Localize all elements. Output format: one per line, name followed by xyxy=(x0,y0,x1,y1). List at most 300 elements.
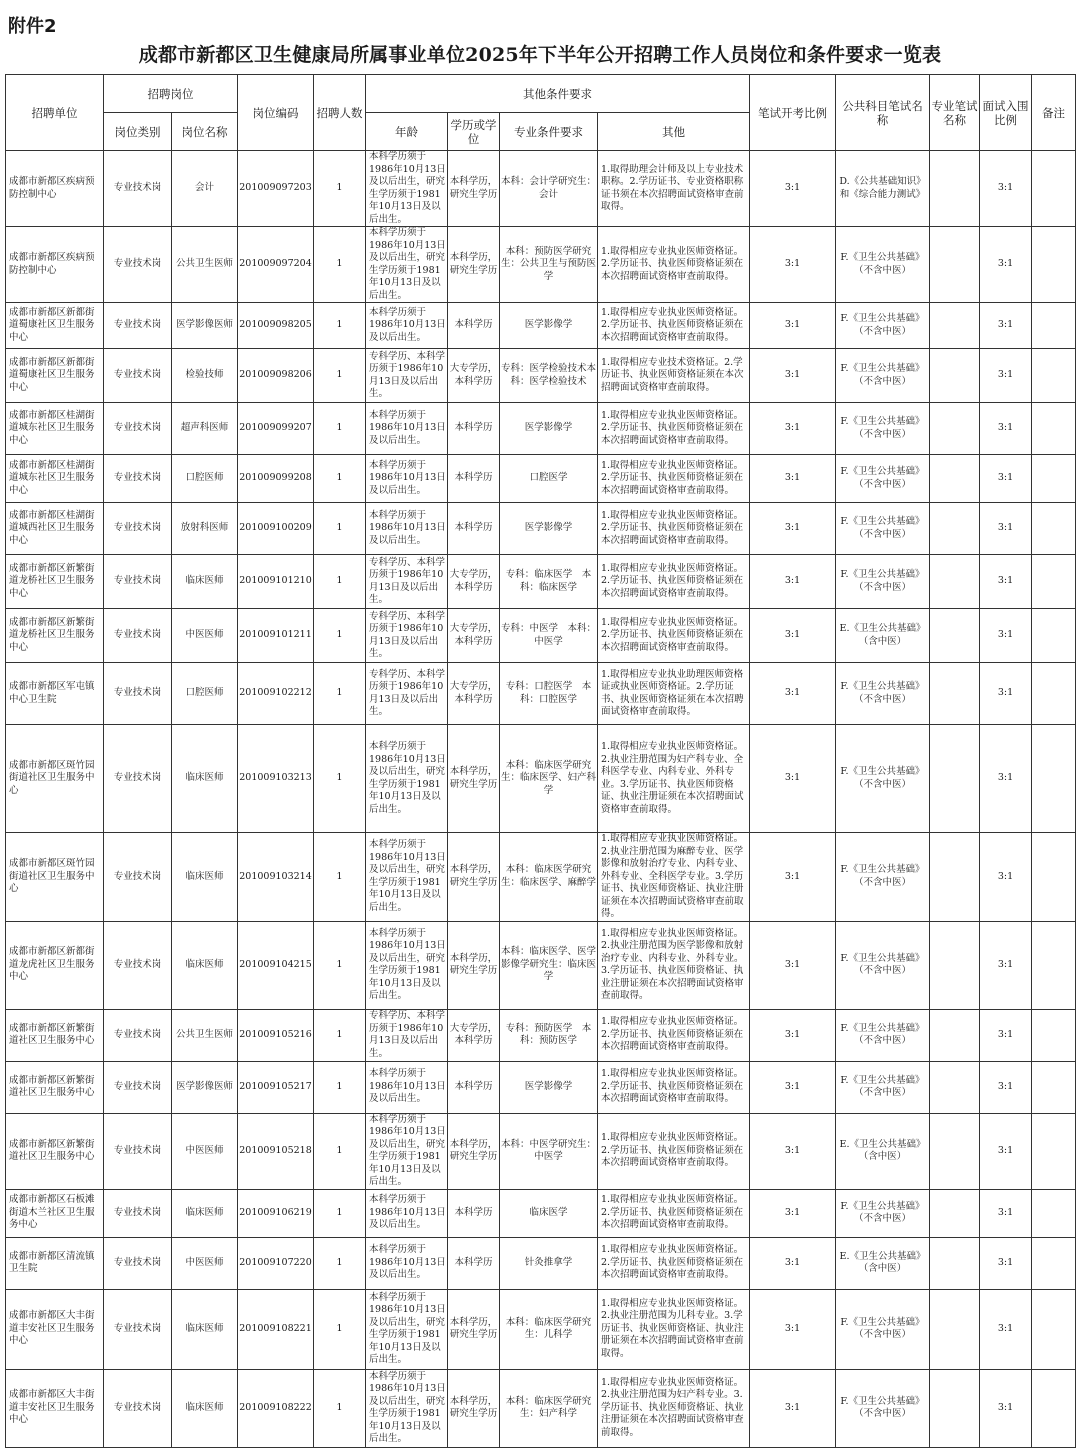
ratio-cell: 3:1 xyxy=(750,503,836,555)
unit-cell: 成都市新都区桂湖街道城东社区卫生服务中心 xyxy=(6,403,104,455)
category-cell: 专业技术岗 xyxy=(104,555,172,609)
table-row xyxy=(6,833,1076,922)
table-row xyxy=(6,921,1076,1009)
major-cell: 本科：临床医学、医学影像学研究生：临床医学 xyxy=(500,921,598,1009)
header-other-group: 其他条件要求 xyxy=(366,75,750,113)
interview-ratio-cell: 3:1 xyxy=(980,1113,1032,1189)
count-cell: 1 xyxy=(314,151,366,227)
count-cell: 1 xyxy=(314,1189,366,1237)
post-name-cell: 口腔医师 xyxy=(172,455,238,503)
interview-ratio-cell: 3:1 xyxy=(980,1061,1032,1113)
degree-cell: 大专学历，本科学历 xyxy=(448,663,500,725)
remark-cell xyxy=(1032,833,1076,922)
count-cell: 1 xyxy=(314,503,366,555)
major-exam-cell xyxy=(930,455,980,503)
ratio-cell: 3:1 xyxy=(750,1009,836,1061)
category-cell: 专业技术岗 xyxy=(104,1289,172,1369)
table-row xyxy=(6,349,1076,403)
recruitment-table xyxy=(5,74,1076,1448)
attachment-label: 附件2 xyxy=(8,16,57,37)
exam-cell: E.《卫生公共基础》（含中医） xyxy=(836,1237,930,1289)
table-row xyxy=(6,303,1076,349)
major-exam-cell xyxy=(930,1009,980,1061)
remark-cell xyxy=(1032,1237,1076,1289)
unit-cell: 成都市新都区石板滩街道木兰社区卫生服务中心 xyxy=(6,1189,104,1237)
major-cell: 本科：临床医学研究生：妇产科学 xyxy=(500,1369,598,1447)
other-cell: 1.取得相应专业执业医师资格证。2.学历证书、执业医师资格证须在本次招聘面试资格审查前取得。 xyxy=(598,1237,750,1289)
post-name-cell: 检验技师 xyxy=(172,349,238,403)
major-exam-cell xyxy=(930,1237,980,1289)
count-cell: 1 xyxy=(314,349,366,403)
post-code-cell: 201009108222 xyxy=(238,1369,314,1447)
header-unit: 招聘单位 xyxy=(6,75,104,151)
table-row xyxy=(6,403,1076,455)
ratio-cell: 3:1 xyxy=(750,1061,836,1113)
table-row xyxy=(6,455,1076,503)
other-cell: 1.取得相应专业执业医师资格证。2.执业注册范围为麻醉专业、医学影像和放射治疗专业、内科专业、外科专业、全科医学专业。3.学历证书、执业医师资格证、执业注册证须在本次招聘面试资格审查前取得。 xyxy=(598,833,750,922)
age-cell: 本科学历须于1986年10月13日及以后出生，研究生学历须于1981年10月13日及以后出生。 xyxy=(366,1289,448,1369)
ratio-cell: 3:1 xyxy=(750,1113,836,1189)
age-cell: 本科学历须于1986年10月13日及以后出生，研究生学历须于1981年10月13日及以后出生。 xyxy=(366,921,448,1009)
interview-ratio-cell: 3:1 xyxy=(980,609,1032,663)
post-name-cell: 临床医师 xyxy=(172,1189,238,1237)
major-exam-cell xyxy=(930,663,980,725)
interview-ratio-cell: 3:1 xyxy=(980,1289,1032,1369)
age-cell: 本科学历须于1986年10月13日及以后出生，研究生学历须于1981年10月13日及以后出生。 xyxy=(366,227,448,303)
interview-ratio-cell: 3:1 xyxy=(980,725,1032,833)
post-name-cell: 会计 xyxy=(172,151,238,227)
interview-ratio-cell: 3:1 xyxy=(980,1369,1032,1447)
unit-cell: 成都市新都区清流镇卫生院 xyxy=(6,1237,104,1289)
header-count: 招聘人数 xyxy=(314,75,366,151)
degree-cell: 本科学历 xyxy=(448,303,500,349)
other-cell: 1.取得相应专业执业医师资格证。2.学历证书、执业医师资格证须在本次招聘面试资格审查前取得。 xyxy=(598,609,750,663)
degree-cell: 本科学历 xyxy=(448,1237,500,1289)
remark-cell xyxy=(1032,503,1076,555)
major-exam-cell xyxy=(930,403,980,455)
major-cell: 本科：中医学研究生：中医学 xyxy=(500,1113,598,1189)
table-row xyxy=(6,1369,1076,1447)
age-cell: 本科学历须于1986年10月13日及以后出生，研究生学历须于1981年10月13日及以后出生。 xyxy=(366,151,448,227)
count-cell: 1 xyxy=(314,1369,366,1447)
degree-cell: 本科学历 xyxy=(448,1061,500,1113)
exam-cell: F.《卫生公共基础》（不含中医） xyxy=(836,921,930,1009)
exam-cell: D.《公共基础知识》和《综合能力测试》 xyxy=(836,151,930,227)
post-code-cell: 201009107220 xyxy=(238,1237,314,1289)
age-cell: 本科学历须于1986年10月13日及以后出生。 xyxy=(366,303,448,349)
table-row xyxy=(6,503,1076,555)
ratio-cell: 3:1 xyxy=(750,921,836,1009)
post-name-cell: 中医医师 xyxy=(172,1113,238,1189)
unit-cell: 成都市新都区军屯镇中心卫生院 xyxy=(6,663,104,725)
major-cell: 专科：临床医学 本科：临床医学 xyxy=(500,555,598,609)
post-code-cell: 201009098205 xyxy=(238,303,314,349)
ratio-cell: 3:1 xyxy=(750,1369,836,1447)
major-cell: 专科：口腔医学 本科：口腔医学 xyxy=(500,663,598,725)
remark-cell xyxy=(1032,455,1076,503)
interview-ratio-cell: 3:1 xyxy=(980,303,1032,349)
header-age: 年龄 xyxy=(366,113,448,151)
ratio-cell: 3:1 xyxy=(750,725,836,833)
exam-cell: E.《卫生公共基础》（含中医） xyxy=(836,609,930,663)
age-cell: 本科学历须于1986年10月13日及以后出生。 xyxy=(366,1061,448,1113)
remark-cell xyxy=(1032,403,1076,455)
post-name-cell: 临床医师 xyxy=(172,921,238,1009)
unit-cell: 成都市新都区桂湖街道城东社区卫生服务中心 xyxy=(6,455,104,503)
document-title: 成都市新都区卫生健康局所属事业单位2025年下半年公开招聘工作人员岗位和条件要求一览表 xyxy=(138,44,942,66)
major-cell: 专科：预防医学 本科：预防医学 xyxy=(500,1009,598,1061)
major-exam-cell xyxy=(930,1289,980,1369)
category-cell: 专业技术岗 xyxy=(104,833,172,922)
degree-cell: 本科学历 xyxy=(448,403,500,455)
post-name-cell: 临床医师 xyxy=(172,555,238,609)
ratio-cell: 3:1 xyxy=(750,1189,836,1237)
ratio-cell: 3:1 xyxy=(750,303,836,349)
count-cell: 1 xyxy=(314,1289,366,1369)
table-row xyxy=(6,1061,1076,1113)
age-cell: 本科学历须于1986年10月13日及以后出生，研究生学历须于1981年10月13日及以后出生。 xyxy=(366,1113,448,1189)
other-cell: 1.取得相应专业执业医师资格证。2.学历证书、执业医师资格证须在本次招聘面试资格审查前取得。 xyxy=(598,403,750,455)
category-cell: 专业技术岗 xyxy=(104,1237,172,1289)
count-cell: 1 xyxy=(314,403,366,455)
major-cell: 本科：临床医学研究生：儿科学 xyxy=(500,1289,598,1369)
other-cell: 1.取得相应专业执业医师资格证。2.执业注册范围为妇产科专业、全科医学专业、内科专业、外科专业。3.学历证书、执业医师资格证、执业注册证须在本次招聘面试资格审查前取得。 xyxy=(598,725,750,833)
post-code-cell: 201009103213 xyxy=(238,725,314,833)
major-exam-cell xyxy=(930,303,980,349)
major-exam-cell xyxy=(930,921,980,1009)
interview-ratio-cell: 3:1 xyxy=(980,921,1032,1009)
major-exam-cell xyxy=(930,349,980,403)
degree-cell: 大专学历，本科学历 xyxy=(448,349,500,403)
post-code-cell: 201009100209 xyxy=(238,503,314,555)
ratio-cell: 3:1 xyxy=(750,1289,836,1369)
header-interview-ratio: 面试入围比例 xyxy=(980,75,1032,151)
unit-cell: 成都市新都区桂湖街道城西社区卫生服务中心 xyxy=(6,503,104,555)
count-cell: 1 xyxy=(314,921,366,1009)
table-row xyxy=(6,663,1076,725)
remark-cell xyxy=(1032,1289,1076,1369)
other-cell: 1.取得相应专业执业助理医师资格证或执业医师资格证。2.学历证书、执业医师资格证须在本次招聘面试资格审查前取得。 xyxy=(598,663,750,725)
other-cell: 1.取得相应专业执业医师资格证。2.执业注册范围为医学影像和放射治疗专业、内科专业、外科专业。3.学历证书、执业医师资格证、执业注册证须在本次招聘面试资格审查前取得。 xyxy=(598,921,750,1009)
post-name-cell: 中医医师 xyxy=(172,609,238,663)
post-code-cell: 201009108221 xyxy=(238,1289,314,1369)
count-cell: 1 xyxy=(314,303,366,349)
unit-cell: 成都市新都区新繁街道社区卫生服务中心 xyxy=(6,1061,104,1113)
major-exam-cell xyxy=(930,833,980,922)
major-exam-cell xyxy=(930,1189,980,1237)
post-name-cell: 中医医师 xyxy=(172,1237,238,1289)
unit-cell: 成都市新都区新繁街道社区卫生服务中心 xyxy=(6,1009,104,1061)
header-major: 专业条件要求 xyxy=(500,113,598,151)
age-cell: 专科学历、本科学历须于1986年10月13日及以后出生。 xyxy=(366,349,448,403)
major-cell: 医学影像学 xyxy=(500,303,598,349)
other-cell: 1.取得相应专业执业医师资格证。2.学历证书、执业医师资格证须在本次招聘面试资格审查前取得。 xyxy=(598,227,750,303)
post-name-cell: 临床医师 xyxy=(172,1369,238,1447)
remark-cell xyxy=(1032,1009,1076,1061)
header-exam: 公共科目笔试名称 xyxy=(836,75,930,151)
count-cell: 1 xyxy=(314,1061,366,1113)
remark-cell xyxy=(1032,921,1076,1009)
remark-cell xyxy=(1032,151,1076,227)
degree-cell: 本科学历，研究生学历 xyxy=(448,1289,500,1369)
degree-cell: 本科学历，研究生学历 xyxy=(448,227,500,303)
major-exam-cell xyxy=(930,555,980,609)
remark-cell xyxy=(1032,1061,1076,1113)
age-cell: 专科学历、本科学历须于1986年10月13日及以后出生。 xyxy=(366,555,448,609)
remark-cell xyxy=(1032,1113,1076,1189)
category-cell: 专业技术岗 xyxy=(104,403,172,455)
table-row xyxy=(6,609,1076,663)
category-cell: 专业技术岗 xyxy=(104,609,172,663)
interview-ratio-cell: 3:1 xyxy=(980,151,1032,227)
degree-cell: 本科学历 xyxy=(448,503,500,555)
exam-cell: F.《卫生公共基础》（不含中医） xyxy=(836,303,930,349)
major-cell: 针灸推拿学 xyxy=(500,1237,598,1289)
exam-cell: F.《卫生公共基础》（不含中医） xyxy=(836,1289,930,1369)
unit-cell: 成都市新都区新都街道龙虎社区卫生服务中心 xyxy=(6,921,104,1009)
other-cell: 1.取得相应专业执业医师资格证。2.执业注册范围为儿科专业。3.学历证书、执业医师资格证、执业注册证须在本次招聘面试资格审查前取得。 xyxy=(598,1289,750,1369)
age-cell: 专科学历、本科学历须于1986年10月13日及以后出生。 xyxy=(366,609,448,663)
major-cell: 医学影像学 xyxy=(500,403,598,455)
degree-cell: 本科学历 xyxy=(448,455,500,503)
category-cell: 专业技术岗 xyxy=(104,725,172,833)
exam-cell: F.《卫生公共基础》（不含中医） xyxy=(836,1009,930,1061)
count-cell: 1 xyxy=(314,455,366,503)
header-remark: 备注 xyxy=(1032,75,1076,151)
post-name-cell: 超声科医师 xyxy=(172,403,238,455)
major-cell: 本科：会计学研究生：会计 xyxy=(500,151,598,227)
age-cell: 本科学历须于1986年10月13日及以后出生。 xyxy=(366,1189,448,1237)
ratio-cell: 3:1 xyxy=(750,1237,836,1289)
post-code-cell: 201009097204 xyxy=(238,227,314,303)
post-name-cell: 放射科医师 xyxy=(172,503,238,555)
major-exam-cell xyxy=(930,151,980,227)
category-cell: 专业技术岗 xyxy=(104,303,172,349)
degree-cell: 本科学历，研究生学历 xyxy=(448,833,500,922)
other-cell: 1.取得相应专业执业医师资格证。2.学历证书、执业医师资格证须在本次招聘面试资格审查前取得。 xyxy=(598,555,750,609)
remark-cell xyxy=(1032,227,1076,303)
degree-cell: 本科学历，研究生学历 xyxy=(448,725,500,833)
count-cell: 1 xyxy=(314,663,366,725)
unit-cell: 成都市新都区新都街道蜀康社区卫生服务中心 xyxy=(6,303,104,349)
degree-cell: 大专学历，本科学历 xyxy=(448,555,500,609)
exam-cell: F.《卫生公共基础》（不含中医） xyxy=(836,833,930,922)
count-cell: 1 xyxy=(314,833,366,922)
post-name-cell: 口腔医师 xyxy=(172,663,238,725)
other-cell: 1.取得相应专业执业医师资格证。2.学历证书、执业医师资格证须在本次招聘面试资格审查前取得。 xyxy=(598,1113,750,1189)
other-cell: 1.取得相应专业执业医师资格证。2.学历证书、执业医师资格证须在本次招聘面试资格审查前取得。 xyxy=(598,455,750,503)
post-code-cell: 201009105216 xyxy=(238,1009,314,1061)
post-code-cell: 201009105218 xyxy=(238,1113,314,1189)
other-cell: 1.取得相应专业执业医师资格证。2.学历证书、执业医师资格证须在本次招聘面试资格审查前取得。 xyxy=(598,1189,750,1237)
category-cell: 专业技术岗 xyxy=(104,349,172,403)
category-cell: 专业技术岗 xyxy=(104,1369,172,1447)
exam-cell: E.《卫生公共基础》（含中医） xyxy=(836,1113,930,1189)
age-cell: 本科学历须于1986年10月13日及以后出生。 xyxy=(366,455,448,503)
major-cell: 本科：预防医学研究生：公共卫生与预防医学 xyxy=(500,227,598,303)
remark-cell xyxy=(1032,609,1076,663)
age-cell: 本科学历须于1986年10月13日及以后出生，研究生学历须于1981年10月13日及以后出生。 xyxy=(366,833,448,922)
degree-cell: 本科学历，研究生学历 xyxy=(448,151,500,227)
ratio-cell: 3:1 xyxy=(750,663,836,725)
exam-cell: F.《卫生公共基础》（不含中医） xyxy=(836,663,930,725)
exam-cell: F.《卫生公共基础》（不含中医） xyxy=(836,227,930,303)
exam-cell: F.《卫生公共基础》（不含中医） xyxy=(836,349,930,403)
post-name-cell: 临床医师 xyxy=(172,833,238,922)
remark-cell xyxy=(1032,725,1076,833)
other-cell: 1.取得相应专业技术资格证。2.学历证书、执业医师资格证须在本次招聘面试资格审查前取得。 xyxy=(598,349,750,403)
category-cell: 专业技术岗 xyxy=(104,1189,172,1237)
count-cell: 1 xyxy=(314,1009,366,1061)
major-exam-cell xyxy=(930,1369,980,1447)
header-other: 其他 xyxy=(598,113,750,151)
table-row xyxy=(6,1113,1076,1189)
degree-cell: 本科学历，研究生学历 xyxy=(448,1113,500,1189)
unit-cell: 成都市新都区新繁街道龙桥社区卫生服务中心 xyxy=(6,555,104,609)
remark-cell xyxy=(1032,555,1076,609)
remark-cell xyxy=(1032,663,1076,725)
count-cell: 1 xyxy=(314,1113,366,1189)
category-cell: 专业技术岗 xyxy=(104,1113,172,1189)
interview-ratio-cell: 3:1 xyxy=(980,555,1032,609)
count-cell: 1 xyxy=(314,725,366,833)
interview-ratio-cell: 3:1 xyxy=(980,1009,1032,1061)
exam-cell: F.《卫生公共基础》（不含中医） xyxy=(836,455,930,503)
exam-cell: F.《卫生公共基础》（不含中医） xyxy=(836,1061,930,1113)
post-name-cell: 临床医师 xyxy=(172,725,238,833)
major-cell: 口腔医学 xyxy=(500,455,598,503)
ratio-cell: 3:1 xyxy=(750,403,836,455)
post-code-cell: 201009106219 xyxy=(238,1189,314,1237)
interview-ratio-cell: 3:1 xyxy=(980,503,1032,555)
other-cell: 1.取得相应专业执业医师资格证。2.学历证书、执业医师资格证须在本次招聘面试资格审查前取得。 xyxy=(598,503,750,555)
post-code-cell: 201009101210 xyxy=(238,555,314,609)
degree-cell: 大专学历，本科学历 xyxy=(448,1009,500,1061)
table-body xyxy=(6,151,1076,1448)
degree-cell: 大专学历，本科学历 xyxy=(448,609,500,663)
header-post-group: 招聘岗位 xyxy=(104,75,238,113)
post-code-cell: 201009099208 xyxy=(238,455,314,503)
major-exam-cell xyxy=(930,227,980,303)
table-row xyxy=(6,1009,1076,1061)
count-cell: 1 xyxy=(314,227,366,303)
post-code-cell: 201009105217 xyxy=(238,1061,314,1113)
interview-ratio-cell: 3:1 xyxy=(980,833,1032,922)
interview-ratio-cell: 3:1 xyxy=(980,227,1032,303)
age-cell: 专科学历、本科学历须于1986年10月13日及以后出生。 xyxy=(366,663,448,725)
post-name-cell: 公共卫生医师 xyxy=(172,1009,238,1061)
major-cell: 医学影像学 xyxy=(500,503,598,555)
other-cell: 1.取得相应专业执业医师资格证。2.学历证书、执业医师资格证须在本次招聘面试资格审查前取得。 xyxy=(598,1061,750,1113)
count-cell: 1 xyxy=(314,555,366,609)
interview-ratio-cell: 3:1 xyxy=(980,403,1032,455)
ratio-cell: 3:1 xyxy=(750,349,836,403)
category-cell: 专业技术岗 xyxy=(104,921,172,1009)
table-row xyxy=(6,151,1076,227)
post-code-cell: 201009101211 xyxy=(238,609,314,663)
post-name-cell: 医学影像医师 xyxy=(172,1061,238,1113)
remark-cell xyxy=(1032,1369,1076,1447)
category-cell: 专业技术岗 xyxy=(104,455,172,503)
count-cell: 1 xyxy=(314,1237,366,1289)
table-row xyxy=(6,725,1076,833)
category-cell: 专业技术岗 xyxy=(104,1061,172,1113)
unit-cell: 成都市新都区疾病预防控制中心 xyxy=(6,227,104,303)
post-code-cell: 201009104215 xyxy=(238,921,314,1009)
age-cell: 本科学历须于1986年10月13日及以后出生，研究生学历须于1981年10月13日及以后出生。 xyxy=(366,1369,448,1447)
unit-cell: 成都市新都区疾病预防控制中心 xyxy=(6,151,104,227)
major-exam-cell xyxy=(930,725,980,833)
post-code-cell: 201009102212 xyxy=(238,663,314,725)
major-cell: 本科：临床医学研究生：临床医学、妇产科学 xyxy=(500,725,598,833)
header-degree: 学历或学位 xyxy=(448,113,500,151)
age-cell: 本科学历须于1986年10月13日及以后出生。 xyxy=(366,503,448,555)
age-cell: 本科学历须于1986年10月13日及以后出生。 xyxy=(366,403,448,455)
exam-cell: F.《卫生公共基础》（不含中医） xyxy=(836,555,930,609)
remark-cell xyxy=(1032,1189,1076,1237)
exam-cell: F.《卫生公共基础》（不含中医） xyxy=(836,503,930,555)
count-cell: 1 xyxy=(314,609,366,663)
ratio-cell: 3:1 xyxy=(750,455,836,503)
category-cell: 专业技术岗 xyxy=(104,663,172,725)
header-post-category: 岗位类别 xyxy=(104,113,172,151)
interview-ratio-cell: 3:1 xyxy=(980,663,1032,725)
post-code-cell: 201009103214 xyxy=(238,833,314,922)
major-exam-cell xyxy=(930,1061,980,1113)
other-cell: 1.取得相应专业执业医师资格证。2.学历证书、执业医师资格证须在本次招聘面试资格审查前取得。 xyxy=(598,303,750,349)
age-cell: 本科学历须于1986年10月13日及以后出生，研究生学历须于1981年10月13日及以后出生。 xyxy=(366,725,448,833)
table-row xyxy=(6,227,1076,303)
exam-cell: F.《卫生公共基础》（不含中医） xyxy=(836,403,930,455)
major-cell: 临床医学 xyxy=(500,1189,598,1237)
remark-cell xyxy=(1032,303,1076,349)
post-name-cell: 医学影像医师 xyxy=(172,303,238,349)
exam-cell: F.《卫生公共基础》（不含中医） xyxy=(836,1369,930,1447)
header-post-name: 岗位名称 xyxy=(172,113,238,151)
table-row xyxy=(6,1289,1076,1369)
unit-cell: 成都市新都区斑竹园街道社区卫生服务中心 xyxy=(6,833,104,922)
unit-cell: 成都市新都区大丰街道丰安社区卫生服务中心 xyxy=(6,1289,104,1369)
header-ratio: 笔试开考比例 xyxy=(750,75,836,151)
age-cell: 本科学历须于1986年10月13日及以后出生。 xyxy=(366,1237,448,1289)
category-cell: 专业技术岗 xyxy=(104,227,172,303)
unit-cell: 成都市新都区新都街道蜀康社区卫生服务中心 xyxy=(6,349,104,403)
header-post-code: 岗位编码 xyxy=(238,75,314,151)
degree-cell: 本科学历 xyxy=(448,1189,500,1237)
table-row xyxy=(6,555,1076,609)
interview-ratio-cell: 3:1 xyxy=(980,1237,1032,1289)
post-code-cell: 201009098206 xyxy=(238,349,314,403)
other-cell: 1.取得助理会计师及以上专业技术职称。2.学历证书、专业资格职称证书须在本次招聘面试资格审查前取得。 xyxy=(598,151,750,227)
interview-ratio-cell: 3:1 xyxy=(980,1189,1032,1237)
post-code-cell: 201009097203 xyxy=(238,151,314,227)
ratio-cell: 3:1 xyxy=(750,609,836,663)
ratio-cell: 3:1 xyxy=(750,151,836,227)
major-cell: 专科：医学检验技术本科：医学检验技术 xyxy=(500,349,598,403)
major-cell: 本科：临床医学研究生：临床医学、麻醉学 xyxy=(500,833,598,922)
interview-ratio-cell: 3:1 xyxy=(980,349,1032,403)
major-cell: 医学影像学 xyxy=(500,1061,598,1113)
category-cell: 专业技术岗 xyxy=(104,151,172,227)
exam-cell: F.《卫生公共基础》（不含中医） xyxy=(836,725,930,833)
major-exam-cell xyxy=(930,503,980,555)
category-cell: 专业技术岗 xyxy=(104,503,172,555)
unit-cell: 成都市新都区新繁街道龙桥社区卫生服务中心 xyxy=(6,609,104,663)
major-exam-cell xyxy=(930,609,980,663)
ratio-cell: 3:1 xyxy=(750,833,836,922)
age-cell: 专科学历、本科学历须于1986年10月13日及以后出生。 xyxy=(366,1009,448,1061)
unit-cell: 成都市新都区大丰街道丰安社区卫生服务中心 xyxy=(6,1369,104,1447)
